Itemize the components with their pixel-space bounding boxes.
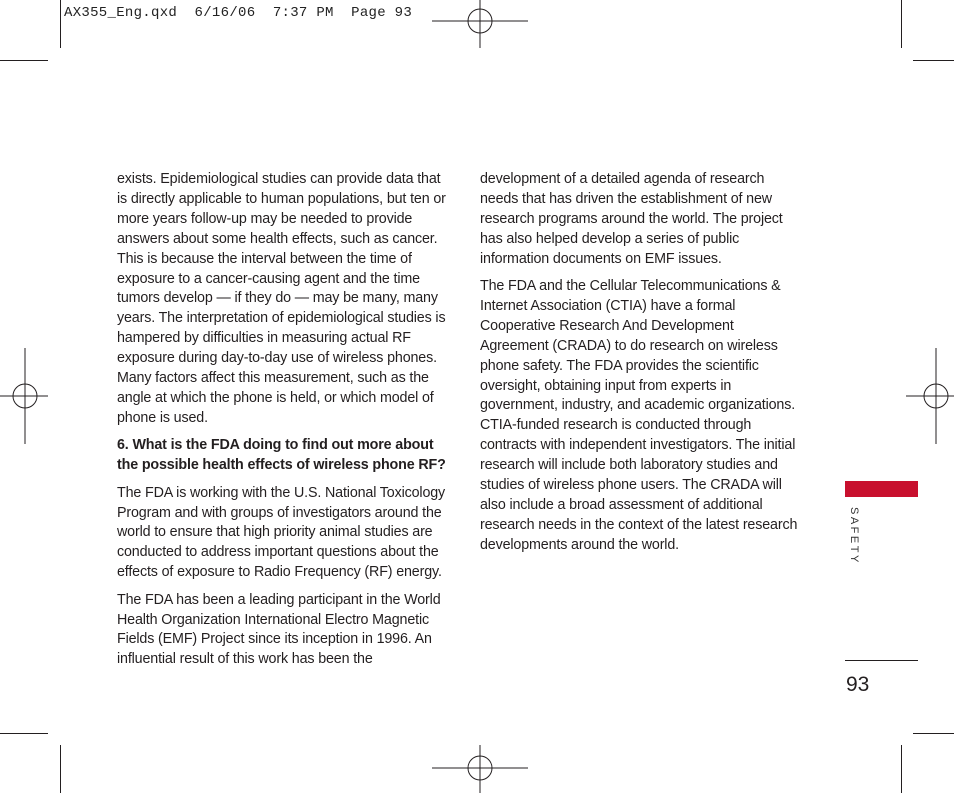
crop-mark (913, 733, 954, 734)
paragraph: The FDA has been a leading participant in the World Health Organization International Electro Magnetic Fields (EMF) Project since its inception in 1996. An influential result of this work has been the (117, 591, 441, 668)
section-tab (845, 481, 918, 497)
crop-mark (60, 745, 61, 793)
section-label: SAFETY (848, 507, 860, 565)
crop-mark (901, 745, 902, 793)
registration-mark-icon (430, 743, 530, 793)
file-slug: AX355_Eng.qxd 6/16/06 7:37 PM Page 93 (64, 5, 413, 21)
footer-rule (845, 660, 918, 661)
paragraph: The FDA and the Cellular Telecommunications & Internet Association (CTIA) have a formal Cooperative Research And Development Agreement (CRADA) to do research on wireless phone safety. The FDA provides the scientific oversight, obtaining input from experts in government, industry, and academic organizations. CTIA-funded research is conducted through contracts with independent investigators. The initial research will include both laboratory studies and studies of wireless phone users. The CRADA will also include a broad assessment of additional research needs in the context of the latest research developments around the world. (480, 278, 798, 553)
crop-mark (0, 733, 48, 734)
question-heading: 6. What is the FDA doing to find out more about the possible health effects of wireless phone RF? (117, 437, 446, 474)
crop-mark (0, 60, 48, 61)
crop-mark (901, 0, 902, 48)
paragraph: The FDA is working with the U.S. National Toxicology Program and with groups of investigators around the world to ensure that high priority animal studies are conducted to address important questions about the effects of exposure to Radio Frequency (RF) energy. (117, 484, 446, 581)
paragraph: exists. Epidemiological studies can provide data that is directly applicable to human populations, but ten or more years follow-up may be needed to provide answers about some health effects, such as cancer. This is because the interval between the time of exposure to a cancer-causing agent and the time tumors develop — if they do — may be many, many years. The interpretation of epidemiological studies is hampered by difficulties in measuring actual RF exposure during day-to-day use of wireless phones. Many factors affect this measurement, such as the angle at which the phone is held, or which model of phone is used. (117, 171, 446, 426)
registration-mark-icon (904, 348, 954, 444)
registration-mark-icon (430, 0, 530, 50)
right-column (480, 170, 805, 563)
crop-mark (913, 60, 954, 61)
crop-mark (60, 0, 61, 48)
left-column (117, 170, 449, 678)
page-number: 93 (846, 673, 870, 696)
paragraph: development of a detailed agenda of research needs that has driven the establishment of new research programs around the world. The project has also helped develop a series of public information documents on EMF issues. (480, 171, 783, 267)
registration-mark-icon (0, 348, 50, 444)
